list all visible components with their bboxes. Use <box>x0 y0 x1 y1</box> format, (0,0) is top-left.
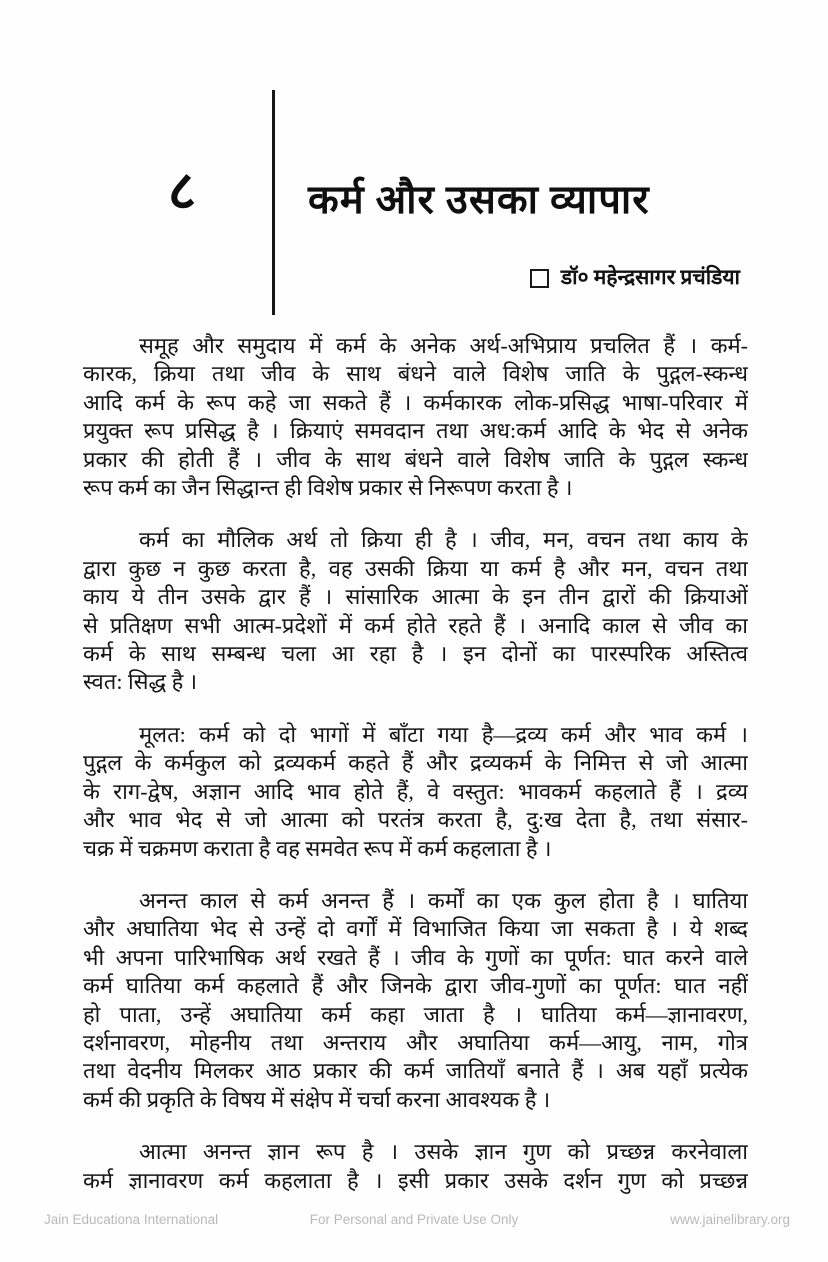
text-line: कर्म का मौलिक अर्थ तो क्रिया ही है । जीव, मन, वचन तथा काय के <box>139 527 748 553</box>
text-line: दर्शनावरण, मोहनीय तथा अन्तराय और अघातिया कर्म—आयु, नाम, गोत्र <box>83 1029 748 1055</box>
chapter-number: ८ <box>167 161 197 221</box>
text-line: समूह और समुदाय में कर्म के अनेक अर्थ-अभिप्राय प्रचलित हैं । कर्म- <box>139 333 748 358</box>
text-line: काय ये तीन उसके द्वार हैं । सांसारिक आत्मा के इन तीन द्वारों की क्रियाओं <box>83 584 748 610</box>
footer-usage-note: For Personal and Private Use Only <box>309 1212 519 1227</box>
square-bullet-icon <box>530 269 549 288</box>
text-line: चक्र में चक्रमण कराता है वह समवेत रूप में कर्म कहलाता है । <box>83 835 552 861</box>
text-line: कर्म ज्ञानावरण कर्म कहलाता है । इसी प्रकार उसके दर्शन गुण को प्रच्छन्न <box>83 1167 748 1193</box>
text-line: रूप कर्म का जैन सिद्धान्त ही विशेष प्रकार से निरूपण करता है । <box>83 475 573 501</box>
chapter-title: कर्म और उसका व्यापार <box>308 177 650 222</box>
body-text <box>83 332 748 1195</box>
paragraph <box>83 721 748 863</box>
text-line: आत्मा अनन्त ज्ञान रूप है । उसके ज्ञान गुण को प्रच्छन्न करनेवाला <box>139 1139 748 1165</box>
text-line: और अघातिया भेद से उन्हें दो वर्गों में विभाजित किया जा सकता है । ये शब्द <box>83 916 748 942</box>
text-line: प्रकार की होती हैं । जीव के साथ बंधने वाले विशेष जाति के पुद्गल स्कन्ध <box>83 446 748 472</box>
footer-publisher: Jain Educationa International <box>44 1212 219 1227</box>
text-line: पुद्गल के कर्मकुल को द्रव्यकर्म कहते हैं और द्रव्यकर्म के निमित्त से जो आत्मा <box>83 750 748 776</box>
text-line: स्वत: सिद्ध है । <box>83 669 198 695</box>
paragraph <box>83 526 748 696</box>
text-line: द्वारा कुछ न कुछ करता है, वह उसकी क्रिया या कर्म है और मन, वचन तथा <box>83 555 748 581</box>
paragraph <box>83 887 748 1114</box>
text-line: प्रयुक्त रूप प्रसिद्ध है । क्रियाएं समवदान तथा अध:कर्म आदि के भेद से अनेक <box>83 418 748 444</box>
author-name: डॉ० महेन्द्रसागर प्रचंडिया <box>560 265 740 289</box>
text-line: कारक, क्रिया तथा जीव के साथ बंधने वाले विशेष जाति के पुद्गल-स्कन्ध <box>83 361 748 387</box>
text-line: मूलत: कर्म को दो भागों में बाँटा गया है—द्रव्य कर्म और भाव कर्म । <box>139 721 748 747</box>
text-line: हो पाता, उन्हें अघातिया कर्म कहा जाता है । घातिया कर्म—ज्ञानावरण, <box>83 1001 748 1027</box>
text-line: आदि कर्म के रूप कहे जा सकते हैं । कर्मकारक लोक-प्रसिद्ध भाषा-परिवार में <box>83 389 748 415</box>
author-byline <box>530 263 740 291</box>
paragraph <box>83 1138 748 1195</box>
text-line: और भाव भेद से जो आत्मा को परतंत्र करता है, दु:ख देता है, तथा संसार- <box>83 807 748 833</box>
paragraph <box>83 332 748 502</box>
text-line: तथा वेदनीय मिलकर आठ प्रकार की कर्म जातियाँ बनाते हैं । अब यहाँ प्रत्येक <box>83 1058 748 1084</box>
text-line: के राग-द्वेष, अज्ञान आदि भाव होते हैं, वे वस्तुत: भावकर्म कहलाते हैं । द्रव्य <box>83 778 748 804</box>
text-line: से प्रतिक्षण सभी आत्म-प्रदेशों में कर्म होते रहते हैं । अनादि काल से जीव का <box>83 612 748 638</box>
text-line: कर्म की प्रकृति के विषय में संक्षेप में चर्चा करना आवश्यक है । <box>83 1086 551 1112</box>
text-line: कर्म घातिया कर्म कहलाते हैं और जिनके द्वारा जीव-गुणों का पूर्णत: घात नहीं <box>83 973 748 999</box>
vertical-divider-rule <box>272 90 275 315</box>
text-line: कर्म के साथ सम्बन्ध चला आ रहा है । इन दोनों का पारस्परिक अस्तित्व <box>83 641 748 667</box>
footer-website: www.jainelibrary.org <box>670 1212 790 1227</box>
text-line: अनन्त काल से कर्म अनन्त हैं । कर्मों का एक कुल होता है । घातिया <box>139 887 748 913</box>
page-footer <box>0 1212 828 1232</box>
text-line: भी अपना पारिभाषिक अर्थ रखते हैं । जीव के गुणों का पूर्णत: घात करने वाले <box>83 944 748 970</box>
